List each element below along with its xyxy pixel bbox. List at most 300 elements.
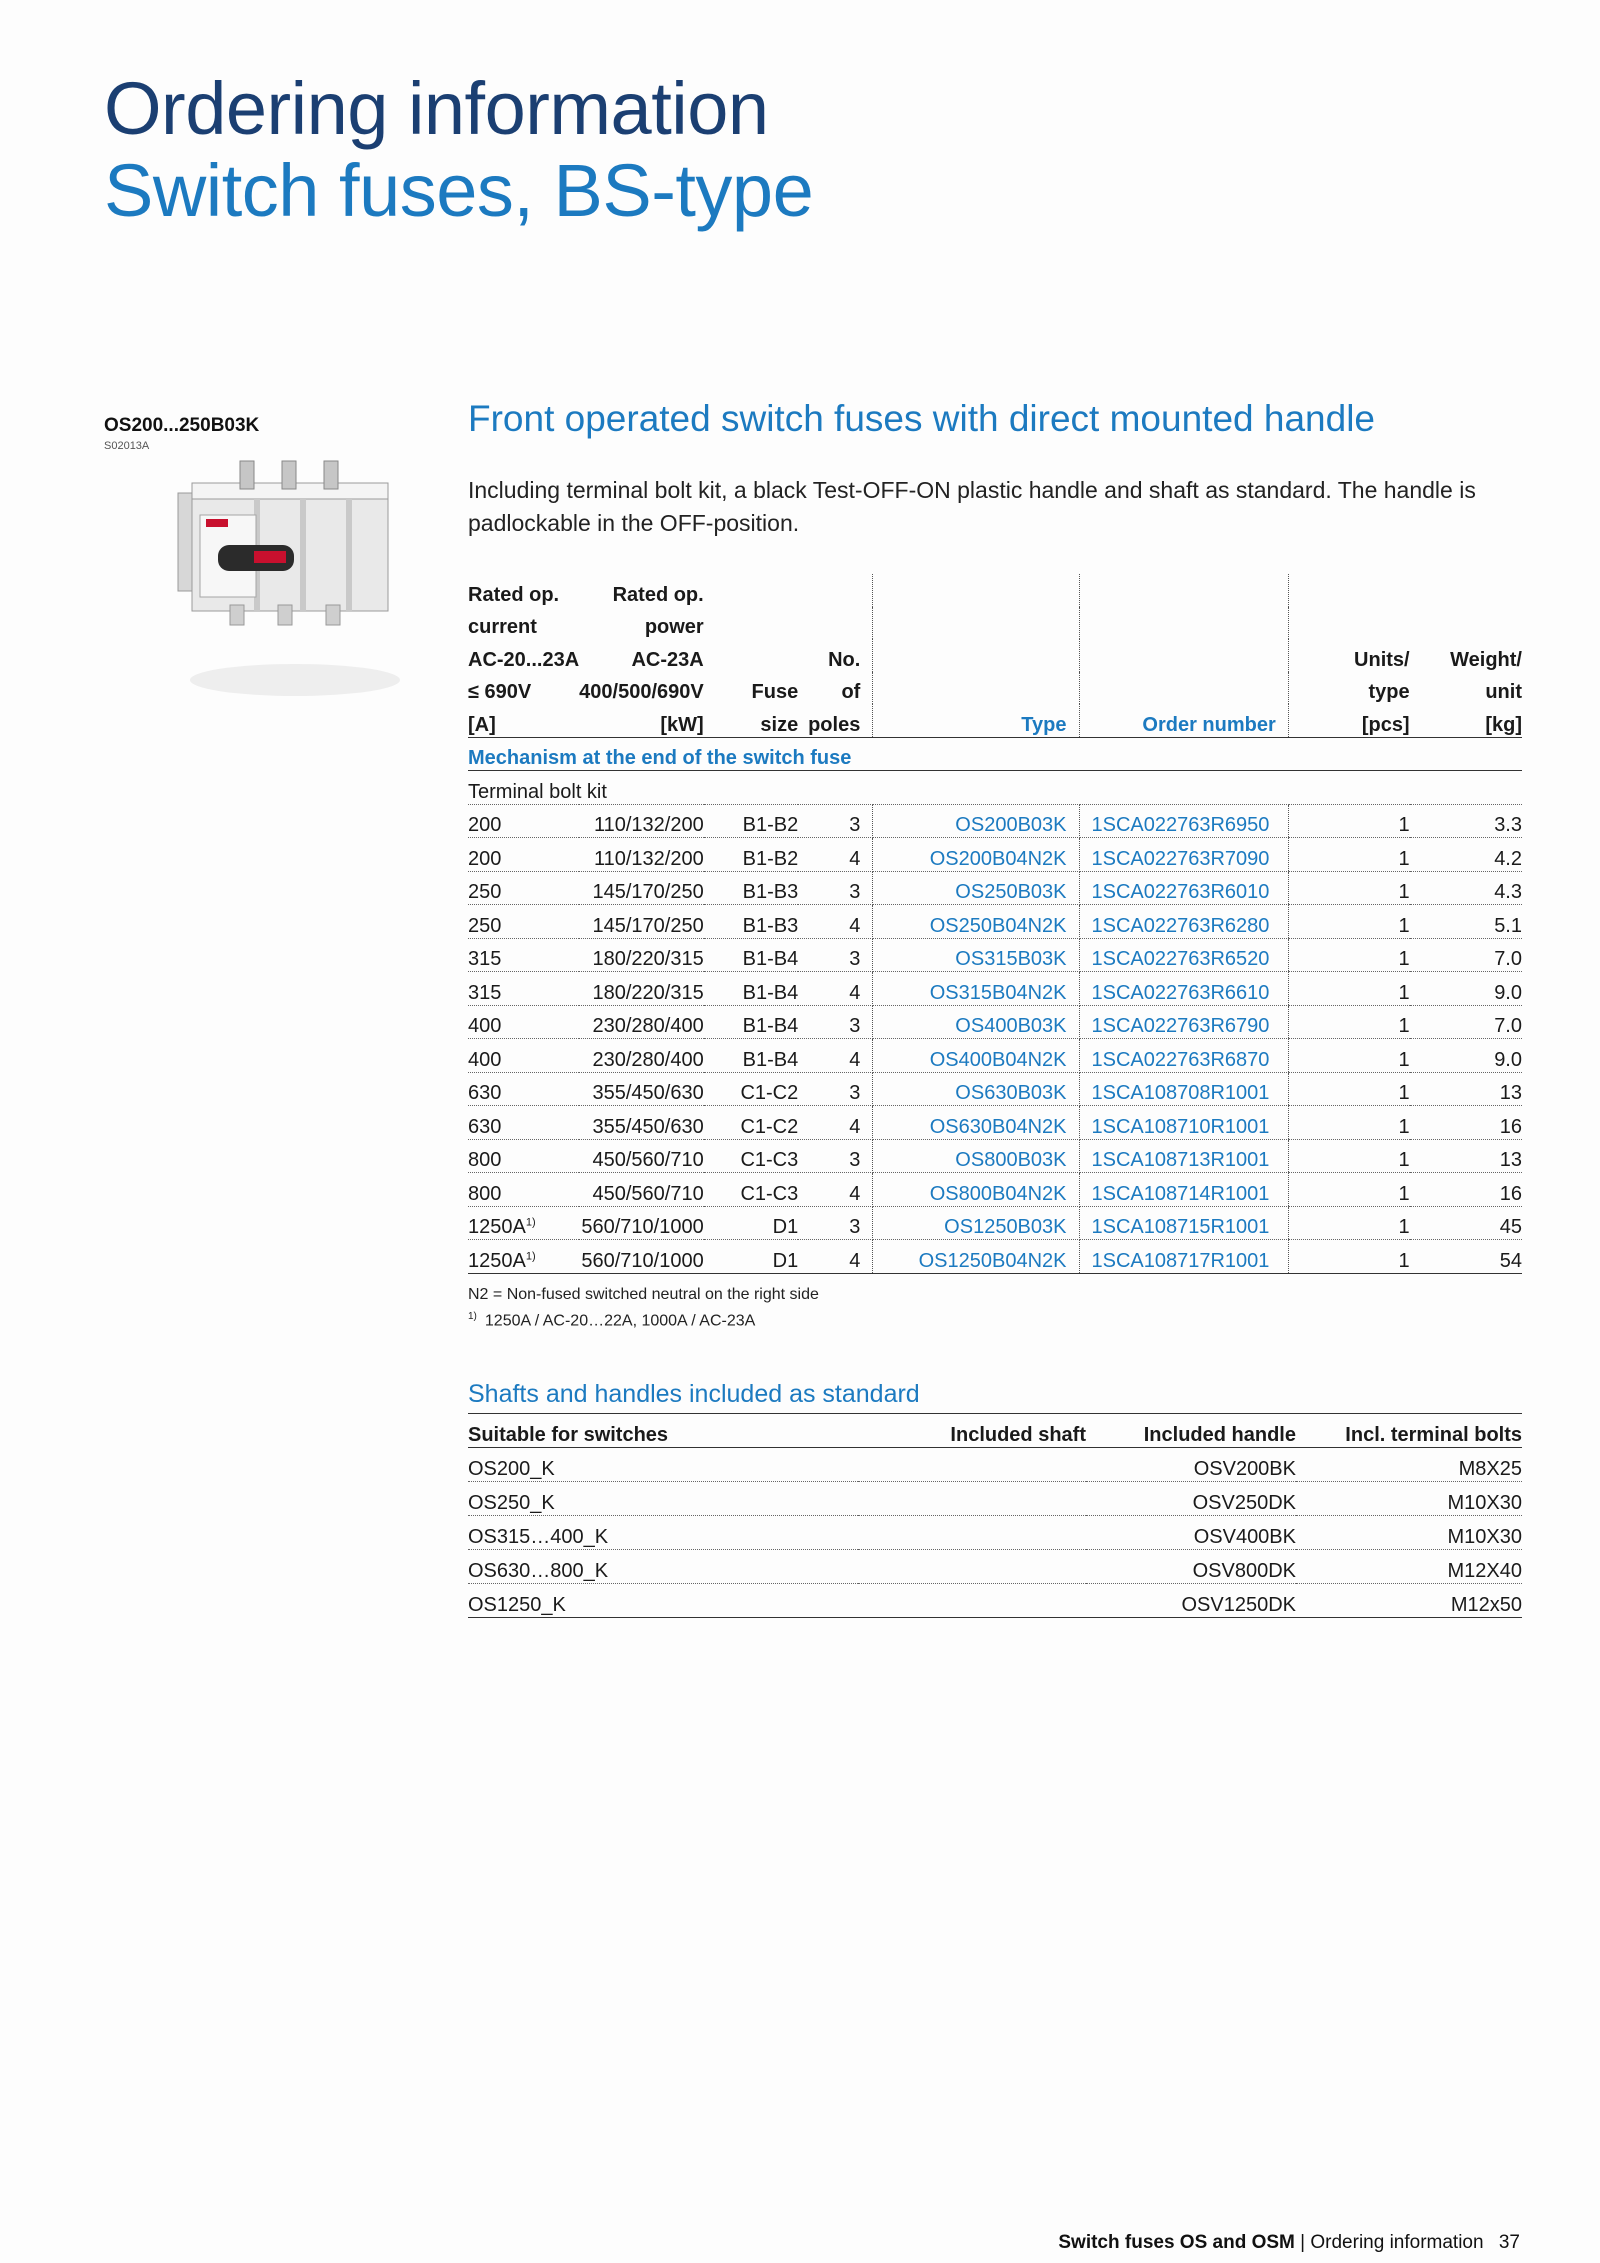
cell-weight-value: 13 [1499, 1149, 1522, 1171]
cell-order-value: 1SCA022763R6520 [1091, 948, 1270, 970]
cell-type [873, 1173, 1079, 1207]
cell-poles [798, 1139, 873, 1173]
cell-weight [1410, 1206, 1522, 1240]
cell-fuse [704, 871, 799, 905]
shafts-cell-switch: OS1250_K [468, 1584, 858, 1618]
table-row [468, 871, 1522, 905]
cell-order-value: 1SCA022763R7090 [1091, 847, 1270, 870]
cell-poles-value: 3 [849, 1149, 861, 1171]
cell-poles [798, 1005, 873, 1039]
cell-current [468, 1106, 579, 1140]
cell-current [468, 1206, 579, 1240]
cell-power [579, 804, 704, 838]
section-heading: Front operated switch fuses with direct mounted handle [468, 398, 1375, 439]
cell-power-value: 110/132/200 [593, 814, 704, 836]
cell-type-value: OS800B04N2K [929, 1182, 1067, 1205]
cell-fuse [704, 1039, 799, 1073]
intro-text: Including terminal bolt kit, a black Test-OFF-ON plastic handle and shaft as standard. The handle is padlockable in the OFF-position. [468, 477, 1476, 536]
cell-poles-value: 4 [849, 847, 861, 870]
footer-chapter: Ordering information [1310, 2232, 1484, 2253]
cell-order-value: 1SCA022763R6790 [1091, 1015, 1270, 1037]
cell-weight [1410, 1173, 1522, 1207]
cell-current-value: 315 [468, 948, 502, 970]
shafts-cell-handle: OSV250DK [1086, 1482, 1296, 1516]
cell-fuse-value: C1-C2 [740, 1082, 799, 1104]
cell-power [579, 838, 704, 872]
cell-order-value: 1SCA108717R1001 [1091, 1249, 1270, 1272]
cell-current [468, 1039, 579, 1073]
cell-poles [798, 905, 873, 939]
cell-current [468, 1139, 579, 1173]
cell-poles-value: 4 [849, 1249, 861, 1272]
cell-weight-value: 7.0 [1494, 948, 1522, 970]
header-cell: unit [1485, 681, 1522, 703]
cell-units [1288, 1206, 1409, 1240]
cell-weight [1410, 838, 1522, 872]
cell-power [579, 1240, 704, 1274]
cell-order-value: 1SCA022763R6610 [1091, 981, 1270, 1004]
cell-weight-value: 45 [1499, 1216, 1522, 1238]
shafts-cell-shaft [858, 1448, 1086, 1482]
cell-current [468, 972, 579, 1006]
shafts-cell-bolts: M10X30 [1296, 1516, 1522, 1550]
cell-fuse [704, 905, 799, 939]
cell-units [1288, 1005, 1409, 1039]
cell-power [579, 1106, 704, 1140]
table-row [468, 905, 1522, 939]
cell-weight [1410, 1005, 1522, 1039]
cell-type-value: OS200B04N2K [929, 847, 1067, 870]
cell-type-value: OS400B04N2K [929, 1048, 1067, 1071]
cell-power [579, 1173, 704, 1207]
header-cell: of [798, 672, 873, 705]
cell-type-value: OS630B04N2K [929, 1115, 1067, 1138]
cell-type [873, 1005, 1079, 1039]
footnote-text: 1250A / AC-20…22A, 1000A / AC-23A [484, 1312, 756, 1330]
cell-current [468, 1072, 579, 1106]
cell-type-value: OS200B03K [955, 814, 1067, 836]
cell-current-value: 800 [468, 1182, 502, 1205]
cell-fuse [704, 804, 799, 838]
cell-power-value: 145/170/250 [592, 881, 704, 903]
cell-fuse-value: B1-B4 [742, 981, 799, 1004]
page-number: 37 [1498, 2232, 1520, 2253]
cell-fuse-value: B1-B4 [742, 1048, 799, 1071]
cell-type-value: OS800B03K [955, 1149, 1067, 1171]
header-cell: [A] [468, 704, 579, 737]
cell-units [1288, 1240, 1409, 1274]
cell-fuse-value: B1-B3 [742, 881, 799, 903]
table-row [468, 1173, 1522, 1207]
cell-weight-value: 4.2 [1494, 847, 1522, 870]
product-label: OS200...250B03K [104, 415, 260, 436]
cell-units-value: 1 [1398, 1182, 1410, 1205]
mechanism-label: Mechanism at the end of the switch fuse [468, 737, 1522, 771]
cell-units-value: 1 [1398, 1048, 1410, 1071]
cell-weight [1410, 938, 1522, 972]
header-cell: ≤ 690V [468, 681, 532, 703]
cell-units [1288, 1039, 1409, 1073]
cell-poles-value: 3 [849, 1216, 861, 1238]
shafts-cell-shaft [858, 1482, 1086, 1516]
cell-power-value: 560/710/1000 [581, 1249, 704, 1272]
cell-units-value: 1 [1398, 881, 1410, 903]
cell-type-value: OS400B03K [955, 1015, 1067, 1037]
cell-current-value: 1250A [468, 1216, 526, 1238]
header-cell: AC-23A [631, 648, 704, 671]
cell-units [1288, 1173, 1409, 1207]
cell-power [579, 1039, 704, 1073]
cell-type-value: OS630B03K [955, 1082, 1067, 1104]
cell-fuse-value: B1-B2 [742, 814, 799, 836]
cell-power-value: 230/280/400 [592, 1015, 704, 1037]
shafts-cell-switch: OS315…400_K [468, 1516, 858, 1550]
cell-units-value: 1 [1398, 1082, 1410, 1104]
cell-current [468, 804, 579, 838]
page-title-line1: Ordering information [104, 67, 769, 150]
cell-power-value: 560/710/1000 [581, 1216, 704, 1238]
cell-current-value: 800 [468, 1149, 502, 1171]
cell-poles-value: 4 [849, 1182, 861, 1205]
cell-units [1288, 1139, 1409, 1173]
cell-weight-value: 54 [1499, 1249, 1522, 1272]
cell-fuse [704, 838, 799, 872]
header-cell: Rated op. [468, 583, 560, 606]
header-cell: poles [798, 704, 873, 737]
cell-current [468, 1240, 579, 1274]
cell-poles-value: 4 [849, 981, 861, 1004]
table-notes [468, 1284, 819, 1332]
cell-type-value: OS1250B04N2K [918, 1249, 1067, 1272]
cell-current [468, 838, 579, 872]
shafts-cell-handle: OSV800DK [1086, 1550, 1296, 1584]
shafts-cell-switch: OS200_K [468, 1448, 858, 1482]
cell-power [579, 1072, 704, 1106]
header-cell: Units/ [1354, 648, 1410, 671]
cell-current-value: 630 [468, 1115, 502, 1138]
header-cell: 400/500/690V [579, 681, 704, 703]
cell-weight-value: 7.0 [1494, 1015, 1522, 1037]
cell-weight [1410, 972, 1522, 1006]
cell-fuse-value: B1-B4 [742, 1015, 799, 1037]
cell-units [1288, 1106, 1409, 1140]
product-code: S02013A [104, 440, 150, 452]
page-title-line2: Switch fuses, BS-type [104, 149, 814, 232]
cell-fuse-value: C1-C2 [740, 1115, 799, 1138]
shafts-row [468, 1584, 1522, 1618]
cell-fuse-value: C1-C3 [740, 1149, 799, 1171]
cell-units-value: 1 [1398, 914, 1410, 937]
shafts-cell-shaft [858, 1516, 1086, 1550]
cell-type [873, 1039, 1079, 1073]
shafts-row [468, 1516, 1522, 1550]
header-cell: Weight/ [1450, 648, 1522, 671]
header-cell: Included shaft [858, 1414, 1086, 1448]
cell-weight-value: 4.3 [1494, 881, 1522, 903]
shafts-cell-handle: OSV200BK [1086, 1448, 1296, 1482]
cell-current [468, 905, 579, 939]
cell-type [873, 1240, 1079, 1274]
cell-weight [1410, 905, 1522, 939]
cell-units [1288, 905, 1409, 939]
cell-power [579, 1206, 704, 1240]
cell-power-value: 180/220/315 [592, 981, 704, 1004]
cell-weight [1410, 871, 1522, 905]
cell-type [873, 871, 1079, 905]
header-cell: Incl. terminal bolts [1296, 1414, 1522, 1448]
cell-poles-value: 3 [849, 814, 861, 836]
cell-poles [798, 804, 873, 838]
table-row [468, 1139, 1522, 1173]
cell-order [1079, 1106, 1288, 1140]
cell-power [579, 972, 704, 1006]
cell-poles [798, 1206, 873, 1240]
shafts-heading: Shafts and handles included as standard [468, 1380, 920, 1408]
cell-type-value: OS315B04N2K [929, 981, 1067, 1004]
cell-weight-value: 9.0 [1494, 981, 1522, 1004]
cell-units [1288, 804, 1409, 838]
header-cell: Suitable for switches [468, 1414, 858, 1448]
cell-current-value: 200 [468, 814, 502, 836]
cell-poles [798, 972, 873, 1006]
shafts-cell-handle: OSV400BK [1086, 1516, 1296, 1550]
cell-fuse [704, 1240, 799, 1274]
shafts-cell-switch: OS250_K [468, 1482, 858, 1516]
cell-units-value: 1 [1398, 1249, 1410, 1272]
cell-order [1079, 1173, 1288, 1207]
cell-weight-value: 9.0 [1494, 1048, 1522, 1071]
footnote-ref: 1) [525, 1216, 536, 1229]
footnote-ref: 1) [525, 1249, 536, 1262]
cell-poles [798, 1106, 873, 1140]
cell-current-value: 250 [468, 881, 502, 903]
cell-order-value: 1SCA022763R6280 [1091, 914, 1270, 937]
shafts-cell-bolts: M8X25 [1296, 1448, 1522, 1482]
cell-weight [1410, 1072, 1522, 1106]
cell-fuse-value: D1 [772, 1216, 799, 1238]
cell-order-value: 1SCA022763R6870 [1091, 1048, 1270, 1071]
cell-type [873, 1139, 1079, 1173]
cell-fuse-value: B1-B3 [742, 914, 799, 937]
cell-type-value: OS315B03K [955, 948, 1067, 970]
cell-weight-value: 16 [1499, 1182, 1522, 1205]
cell-current-value: 400 [468, 1015, 502, 1037]
table-row [468, 1072, 1522, 1106]
cell-weight [1410, 1106, 1522, 1140]
cell-weight-value: 3.3 [1494, 814, 1522, 836]
cell-fuse [704, 938, 799, 972]
cell-power-value: 145/170/250 [592, 914, 704, 937]
cell-type [873, 905, 1079, 939]
cell-power-value: 110/132/200 [593, 847, 704, 870]
cell-order [1079, 1072, 1288, 1106]
cell-units [1288, 871, 1409, 905]
cell-poles [798, 938, 873, 972]
header-cell: Fuse [751, 681, 799, 703]
cell-order-value: 1SCA108715R1001 [1091, 1216, 1270, 1238]
cell-weight-value: 13 [1499, 1082, 1522, 1104]
cell-order-value: 1SCA108710R1001 [1091, 1115, 1270, 1138]
cell-order-value: 1SCA108708R1001 [1091, 1082, 1270, 1104]
header-cell: No. [798, 639, 873, 672]
header-cell: Rated op. [612, 583, 704, 606]
switch-fuse-table [468, 574, 1522, 1274]
cell-power-value: 230/280/400 [592, 1048, 704, 1071]
cell-order-value: 1SCA108713R1001 [1091, 1149, 1270, 1171]
cell-poles-value: 3 [849, 881, 861, 903]
cell-type [873, 838, 1079, 872]
cell-poles [798, 1240, 873, 1274]
cell-weight-value: 5.1 [1494, 914, 1522, 937]
switch-fuse-image [170, 455, 410, 705]
shafts-cell-shaft [858, 1584, 1086, 1618]
cell-power-value: 450/560/710 [592, 1182, 704, 1205]
table-row [468, 1039, 1522, 1073]
header-cell: Order number [1079, 704, 1288, 737]
cell-units-value: 1 [1398, 1216, 1410, 1238]
cell-poles-value: 4 [849, 1115, 861, 1138]
cell-type-value: OS250B03K [955, 881, 1067, 903]
kit-label: Terminal bolt kit [468, 771, 1522, 805]
cell-current-value: 400 [468, 1048, 502, 1071]
cell-type [873, 972, 1079, 1006]
cell-order [1079, 838, 1288, 872]
cell-units [1288, 1072, 1409, 1106]
cell-current [468, 938, 579, 972]
cell-current [468, 1005, 579, 1039]
cell-type-value: OS1250B03K [944, 1216, 1067, 1238]
cell-fuse [704, 1206, 799, 1240]
cell-fuse [704, 1139, 799, 1173]
cell-units-value: 1 [1398, 1015, 1410, 1037]
cell-order-value: 1SCA108714R1001 [1091, 1182, 1270, 1205]
cell-power [579, 1005, 704, 1039]
shafts-cell-shaft [858, 1550, 1086, 1584]
header-cell: AC-20...23A [468, 648, 580, 671]
cell-current [468, 1173, 579, 1207]
shafts-cell-bolts: M12X40 [1296, 1550, 1522, 1584]
cell-units [1288, 972, 1409, 1006]
cell-current-value: 200 [468, 847, 502, 870]
table-row [468, 1206, 1522, 1240]
cell-fuse [704, 1005, 799, 1039]
header-cell: [pcs] [1288, 704, 1409, 737]
cell-order [1079, 871, 1288, 905]
cell-poles [798, 1072, 873, 1106]
cell-order [1079, 938, 1288, 972]
cell-power [579, 1139, 704, 1173]
cell-type [873, 804, 1079, 838]
cell-fuse [704, 1173, 799, 1207]
header-cell: type [1368, 681, 1410, 703]
cell-poles [798, 838, 873, 872]
table-row [468, 838, 1522, 872]
cell-type [873, 1106, 1079, 1140]
cell-order [1079, 905, 1288, 939]
cell-order [1079, 972, 1288, 1006]
cell-poles [798, 871, 873, 905]
cell-poles-value: 3 [849, 948, 861, 970]
cell-poles-value: 4 [849, 914, 861, 937]
cell-units-value: 1 [1398, 1115, 1410, 1138]
cell-type [873, 1072, 1079, 1106]
cell-poles [798, 1039, 873, 1073]
cell-order [1079, 1039, 1288, 1073]
cell-units-value: 1 [1398, 814, 1410, 836]
shafts-cell-bolts: M10X30 [1296, 1482, 1522, 1516]
note-n2: N2 = Non-fused switched neutral on the right side [468, 1286, 819, 1303]
cell-current-value: 630 [468, 1082, 502, 1104]
header-cell: [kg] [1410, 704, 1522, 737]
footnote-mark: 1) [468, 1311, 477, 1322]
cell-order [1079, 1240, 1288, 1274]
footnote-1 [468, 1306, 819, 1332]
cell-weight [1410, 1039, 1522, 1073]
cell-units [1288, 838, 1409, 872]
header-cell: [kW] [579, 704, 704, 737]
cell-weight [1410, 1240, 1522, 1274]
table-row [468, 1005, 1522, 1039]
shafts-row [468, 1482, 1522, 1516]
footer-section: Switch fuses OS and OSM [1058, 2232, 1295, 2253]
cell-current-value: 315 [468, 981, 502, 1004]
cell-poles-value: 3 [849, 1082, 861, 1104]
header-cell: Included handle [1086, 1414, 1296, 1448]
header-cell: current [468, 616, 537, 638]
cell-weight [1410, 1139, 1522, 1173]
cell-units-value: 1 [1398, 847, 1410, 870]
cell-fuse-value: B1-B4 [742, 948, 799, 970]
cell-current-value: 250 [468, 914, 502, 937]
cell-order-value: 1SCA022763R6950 [1091, 814, 1270, 836]
cell-poles-value: 3 [849, 1015, 861, 1037]
shafts-cell-handle: OSV1250DK [1086, 1584, 1296, 1618]
footer-separator: | [1294, 2232, 1311, 2253]
shafts-row [468, 1550, 1522, 1584]
header-cell: size [704, 704, 799, 737]
cell-power-value: 180/220/315 [592, 948, 704, 970]
cell-units-value: 1 [1398, 948, 1410, 970]
header-cell: Type [873, 704, 1079, 737]
table-row [468, 1106, 1522, 1140]
table-row [468, 938, 1522, 972]
cell-power [579, 938, 704, 972]
cell-poles [798, 1173, 873, 1207]
shafts-cell-bolts: M12x50 [1296, 1584, 1522, 1618]
cell-order [1079, 804, 1288, 838]
cell-order-value: 1SCA022763R6010 [1091, 881, 1270, 903]
cell-units-value: 1 [1398, 981, 1410, 1004]
cell-fuse [704, 1106, 799, 1140]
cell-fuse-value: B1-B2 [742, 847, 799, 870]
cell-power-value: 355/450/630 [592, 1115, 704, 1138]
table-row [468, 1240, 1522, 1274]
cell-power-value: 355/450/630 [592, 1082, 704, 1104]
cell-power [579, 905, 704, 939]
shafts-table [468, 1413, 1522, 1618]
cell-current-value: 1250A [468, 1249, 526, 1272]
cell-type [873, 938, 1079, 972]
cell-units-value: 1 [1398, 1149, 1410, 1171]
cell-poles-value: 4 [849, 1048, 861, 1071]
cell-type [873, 1206, 1079, 1240]
cell-power [579, 871, 704, 905]
table-row [468, 972, 1522, 1006]
cell-fuse [704, 1072, 799, 1106]
table-row [468, 804, 1522, 838]
page-footer [1058, 2232, 1520, 2254]
cell-weight [1410, 804, 1522, 838]
